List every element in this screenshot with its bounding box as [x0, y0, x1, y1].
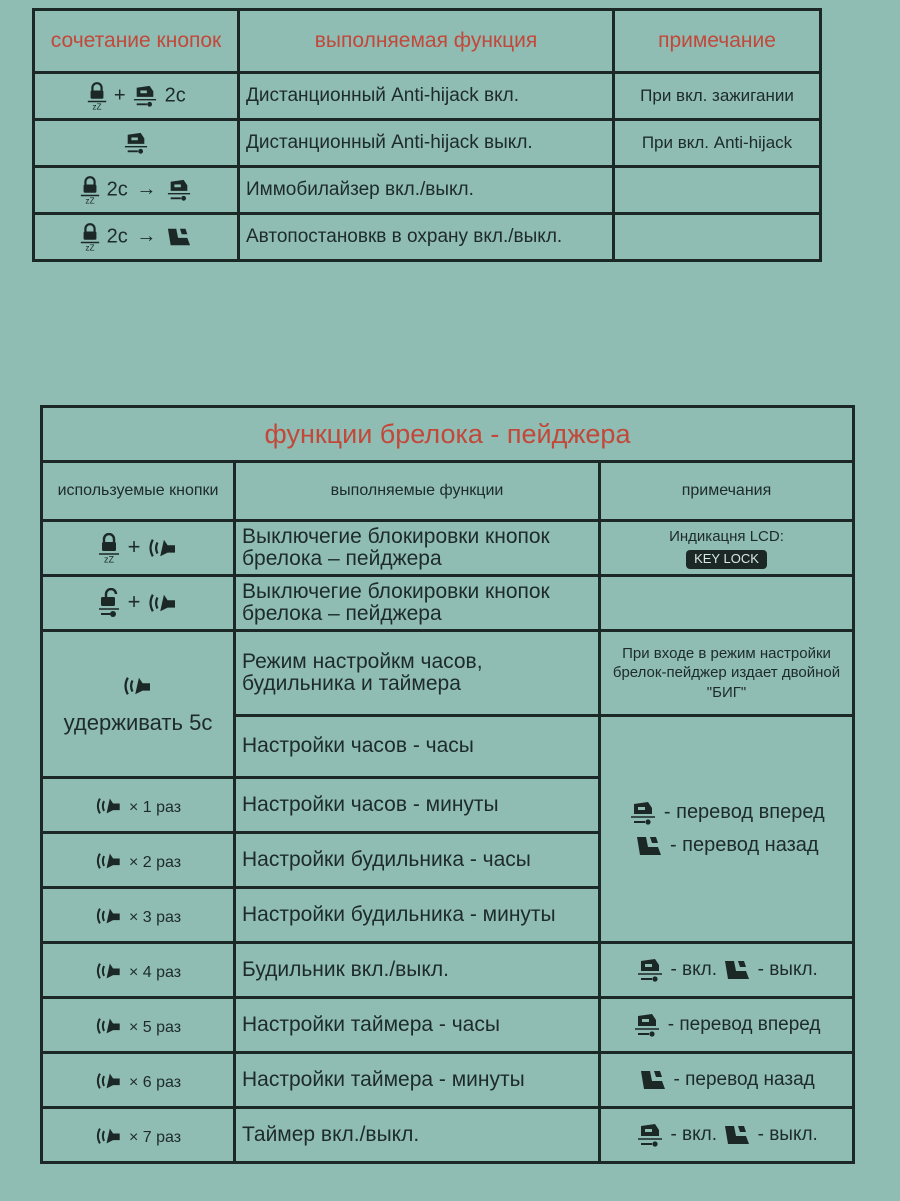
note-cell: [600, 998, 854, 1053]
plus-sign-icon: +: [113, 84, 126, 107]
press-count: × 1 раз: [129, 799, 182, 816]
function-text: Настройки будильника - часы: [235, 833, 600, 888]
sound-icon: [147, 536, 179, 560]
function-text: Настройки часов - часы: [235, 716, 600, 778]
trunk-icon: [165, 178, 193, 202]
buttons-cell: [42, 1108, 235, 1163]
trunk-icon: [131, 84, 159, 108]
combo-cell: [34, 73, 239, 120]
lock-zz-icon: [97, 533, 121, 563]
table-row: [34, 214, 821, 261]
lock-zz-icon: [79, 223, 101, 251]
sound-icon: [147, 591, 179, 615]
on-note: - вкл.: [670, 959, 718, 981]
note-text: [600, 576, 854, 631]
press-count: × 3 раз: [129, 909, 182, 926]
combo-cell: [34, 167, 239, 214]
note-text: [614, 167, 821, 214]
buttons-cell: [42, 631, 235, 778]
buttons-cell: [42, 998, 235, 1053]
press-count: × 2 раз: [129, 854, 182, 871]
lock-zz-icon: [86, 82, 108, 110]
function-text: Режим настройкм часов, будильника и таймера: [235, 631, 600, 716]
horn-icon: [634, 833, 664, 859]
buttons-cell: [42, 1053, 235, 1108]
function-text: Будильник вкл./выкл.: [235, 943, 600, 998]
horn-icon: [165, 225, 193, 249]
buttons-cell: [42, 943, 235, 998]
lock-zz-icon: [79, 176, 101, 204]
plus-sign-icon: +: [127, 588, 141, 614]
header-note: примечание: [614, 10, 821, 73]
forward-note: - перевод вперед: [667, 1014, 821, 1036]
table-row: [42, 576, 854, 631]
note-cell: [600, 1108, 854, 1163]
note-cell: [600, 943, 854, 998]
table-row: [42, 943, 854, 998]
sound-icon: [95, 905, 123, 927]
buttons-cell: [42, 833, 235, 888]
header-buttons: используемые кнопки: [42, 462, 235, 521]
table-row: [42, 631, 854, 716]
sound-icon: [95, 850, 123, 872]
table-row: [42, 1108, 854, 1163]
sound-icon: [95, 1125, 123, 1147]
on-note: - вкл.: [670, 1124, 718, 1146]
button-combination-table: [32, 8, 822, 262]
note-text: При вкл. зажигании: [614, 73, 821, 120]
press-count: × 6 раз: [129, 1074, 182, 1091]
press-count: × 5 раз: [129, 1019, 182, 1036]
function-text: Выключегие блокировки кнопок брелока – пейджера: [235, 576, 600, 631]
plus-sign-icon: +: [127, 533, 141, 559]
table-row: [34, 167, 821, 214]
lcd-indicator: KEY LOCK: [686, 550, 767, 569]
table-row: [34, 73, 821, 120]
header-functions: выполняемые функции: [235, 462, 600, 521]
note-cell: [600, 521, 854, 576]
function-text: Настройки будильника - минуты: [235, 888, 600, 943]
backward-note: - перевод назад: [673, 1069, 815, 1091]
horn-icon: [722, 1122, 752, 1148]
forward-note-text: - перевод вперед: [663, 801, 825, 824]
function-text: Дистанционный Anti-hijack выкл.: [239, 120, 614, 167]
trunk-icon: [628, 800, 658, 826]
unlock-key-icon: [97, 588, 121, 618]
function-text: Выключегие блокировки кнопок брелока – пейджера: [235, 521, 600, 576]
trunk-icon: [632, 1012, 662, 1038]
note-text: При вкл. Anti-hijack: [614, 120, 821, 167]
function-text: Дистанционный Anti-hijack вкл.: [239, 73, 614, 120]
press-count: × 4 раз: [129, 964, 182, 981]
trunk-icon: [635, 957, 665, 983]
pager-functions-table: [40, 405, 855, 1164]
backward-note-text: - перевод назад: [669, 834, 819, 856]
combo-duration: 2с: [106, 225, 128, 248]
note-cell: [600, 1053, 854, 1108]
header-function: выполняемая функция: [239, 10, 614, 73]
trunk-icon: [635, 1122, 665, 1148]
buttons-cell: [42, 521, 235, 576]
off-note: - выкл.: [757, 959, 818, 981]
trunk-icon: [122, 131, 150, 155]
function-text: Настройки таймера - часы: [235, 998, 600, 1053]
hold-instruction: удерживать 5с: [63, 710, 213, 736]
function-text: Иммобилайзер вкл./выкл.: [239, 167, 614, 214]
table-row: [42, 1053, 854, 1108]
sound-icon: [122, 674, 154, 698]
table-row: [42, 998, 854, 1053]
press-count: × 7 раз: [129, 1129, 182, 1146]
note-text: [614, 214, 821, 261]
function-text: Автопостановкв в охрану вкл./выкл.: [239, 214, 614, 261]
off-note: - выкл.: [757, 1124, 818, 1146]
note-text: При входе в режим настройки брелок-пейджер издает двойной "БИГ": [600, 631, 854, 716]
function-text: Настройки таймера - минуты: [235, 1053, 600, 1108]
function-text: Настройки часов - минуты: [235, 778, 600, 833]
buttons-cell: [42, 576, 235, 631]
table-row: [42, 521, 854, 576]
combo-cell: [34, 214, 239, 261]
buttons-cell: [42, 778, 235, 833]
buttons-cell: [42, 888, 235, 943]
arrow-right-icon: →: [136, 225, 157, 248]
header-button-combination: сочетание кнопок: [34, 10, 239, 73]
sound-icon: [95, 960, 123, 982]
combo-duration: 2с: [106, 178, 128, 201]
sound-icon: [95, 1070, 123, 1092]
sound-icon: [95, 795, 123, 817]
function-text: Таймер вкл./выкл.: [235, 1108, 600, 1163]
arrow-right-icon: →: [136, 178, 157, 201]
note-text: Индикацня LCD:: [669, 528, 784, 546]
sound-icon: [95, 1015, 123, 1037]
header-notes: примечания: [600, 462, 854, 521]
table-title: функции брелока - пейджера: [42, 407, 854, 462]
horn-icon: [722, 957, 752, 983]
table-row: [34, 120, 821, 167]
horn-icon: [638, 1067, 668, 1093]
combo-cell: [34, 120, 239, 167]
combo-duration: 2с: [164, 84, 186, 107]
forward-backward-note: [600, 716, 854, 943]
